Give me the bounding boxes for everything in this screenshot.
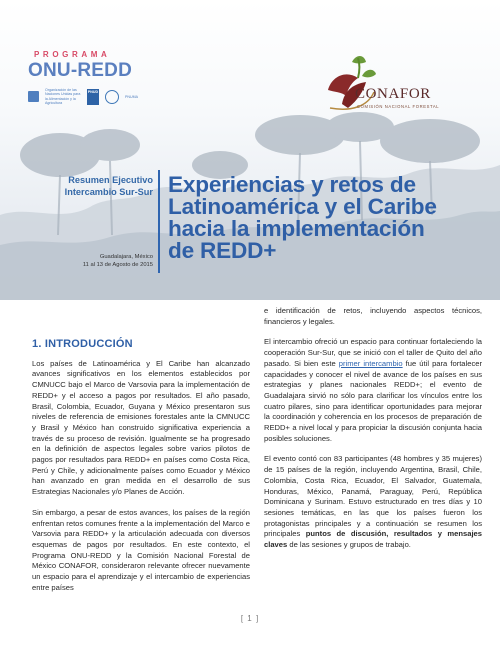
event-date: 11 al 13 de Agosto de 2015	[82, 262, 153, 268]
section-title: 1. INTRODUCCIÓN	[32, 338, 133, 350]
onu-redd-wordmark: ONU-REDD	[28, 60, 132, 81]
event-place: Guadalajara, México	[99, 254, 153, 260]
text-run: de las sesiones y grupos de trabajo.	[287, 540, 411, 550]
document-title	[168, 174, 488, 262]
page-number: [ 1 ]	[240, 614, 260, 623]
document-type-label	[65, 175, 153, 198]
paragraph	[264, 337, 482, 444]
conafor-wordmark: CONAFOR	[355, 86, 431, 102]
text-run: El intercambio ofreció un espacio para continuar fortaleciendo la cooperación Sur-Sur, que se inició con el taller de Quito del año pasado. Si bien este	[264, 337, 482, 368]
unep-logo-icon	[105, 90, 119, 104]
fao-label: Organización de las Naciones Unidas para la Alimentación y la Agricultura	[45, 88, 81, 106]
partner-logos	[28, 88, 178, 106]
onu-redd-logo	[28, 50, 178, 106]
left-column	[32, 339, 250, 603]
title-line-2: Latinoamérica y el Caribe	[168, 194, 437, 219]
kicker-line-2: Intercambio Sur-Sur	[64, 186, 153, 197]
title-line-1: Experiencias y retos de	[168, 172, 416, 197]
kicker-line-1: Resumen Ejecutivo	[68, 175, 153, 185]
paragraph: Sin embargo, a pesar de estos avances, los países de la región enfrentan retos comunes frente a la implementación del Marco e Varsovia para REDD+ y la articulación adecuada con diversos esquemas de pagos por resultados. En este contexto, el Programa ONU-REDD y la Comisión Nacional Forestal de México CONAFOR, consideraron relevante ofrecer nuevamente un espacio para el aprendizaje y el intercambio de experiencias entre países	[32, 507, 250, 592]
event-place-date	[83, 253, 153, 269]
text-run: fue útil para fortalecer capacidades y conocer el nivel de avance de los países en sus estrategias y planes nacionales REDD+; el evento de Guadalajara sirvió no sólo para clarificar los vínculos entre los cuatro pilares, sino para identificar oportunidades para mejorar la coordinación y coherencia en los procesos de preparación de REDD+ a nivel local y para propiciar la discusión conjunta hacia posibles soluciones.	[264, 358, 482, 443]
title-divider	[158, 170, 160, 273]
key-points-emphasis: puntos de discusión, resultados y mensajes claves	[264, 529, 482, 550]
title-line-3: hacia la implementación	[168, 216, 425, 241]
fao-logo-icon	[28, 91, 39, 102]
primer-intercambio-link[interactable]: primer intercambio	[338, 358, 403, 368]
undp-logo: PNUD	[87, 89, 99, 105]
paragraph: e identificación de retos, incluyendo aspectos técnicos, financieros y legales.	[264, 306, 482, 326]
right-column	[264, 306, 482, 561]
unep-label: PNUMA	[125, 94, 138, 99]
text-run: El evento contó con 83 participantes (48 hombres y 35 mujeres) de 15 países de la región, incluyendo Argentina, Brasil, Chile, Colombia, Costa Rica, Ecuador, El Salvador, Guatemala, Honduras, México, Panamá, Paraguay, Perú, República Dominicana y Surinam. Estuvo estructurado en tres días y 10 sesiones temáticas, en las que los países fueron los protagonistas principales y a continuación se resumen los principales	[264, 454, 482, 539]
paragraph	[264, 454, 482, 550]
conafor-subtitle: COMISIÓN NACIONAL FORESTAL	[357, 104, 440, 109]
programa-label: PROGRAMA	[34, 50, 111, 59]
paragraph: Los países de Latinoamérica y El Caribe han alcanzado avances significativos en los elementos establecidos por CMNUCC bajo el Marco de Varsovia para la implementación de REDD+ y el acceso a pagos por resultados. El año pasado, Brasil, Colombia, Ecuador, Guyana y México presentaron sus niveles de referencia de emisiones forestales ante la CMNUCC y Brasil y México han construido significativa experiencia a través de su proceso de revisión. Igualmente se ha progresado en la definición de aspectos legales sobre varios pilotos de pagos por resultados para REDD+ en países como Costa Rica, Perú y Chile, y adicionalmente países como Ecuador y México han avanzado en gran medida en el desarrollo de sus Estrategias Nacionales y/o Planes de Acción.	[32, 358, 250, 497]
cover-header	[0, 0, 500, 300]
title-line-4: de REDD+	[168, 238, 277, 263]
